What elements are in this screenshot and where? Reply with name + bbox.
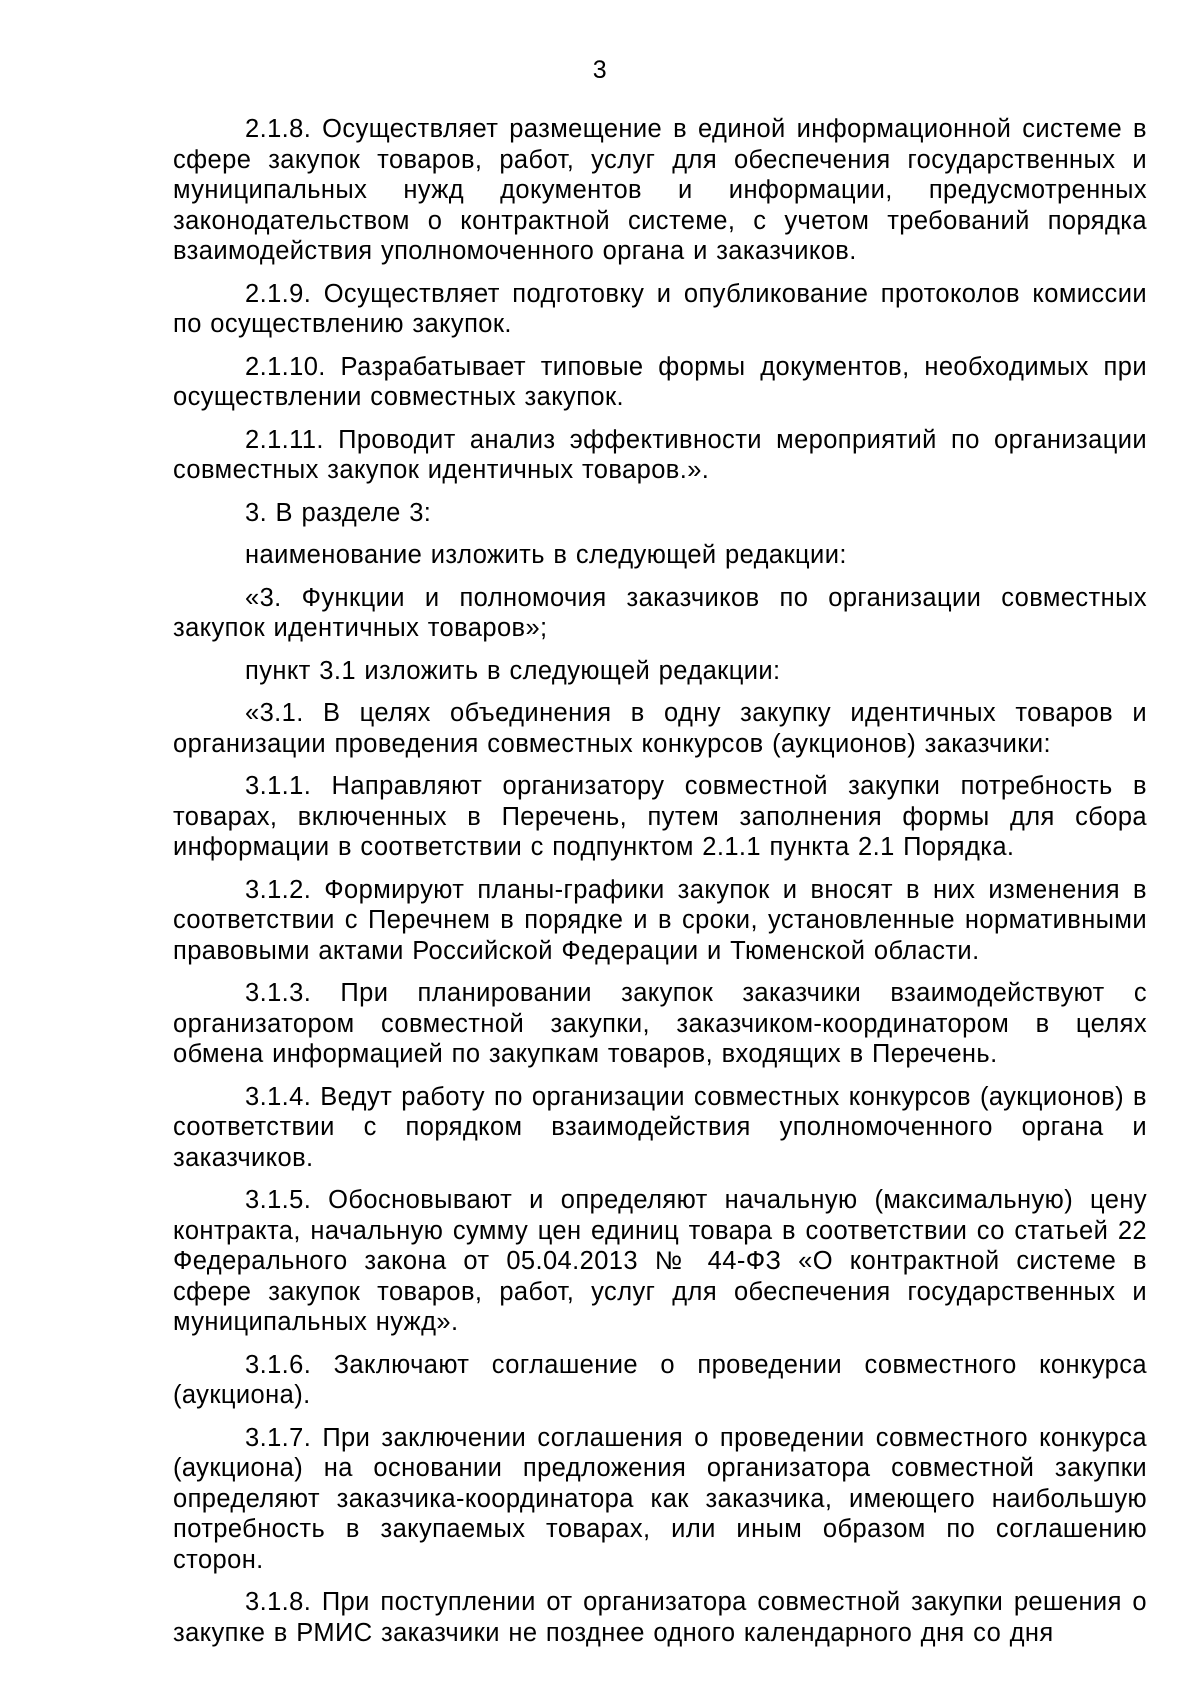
paragraph-3-1-7: 3.1.7. При заключении соглашения о проведении совместного конкурса (аукциона) на основании предложения организатора совместной закупки определяют заказчика-координатора как заказчика, имеющего наибольшую потребность в закупаемых товарах, или иным образом по соглашению сторон.: [173, 1423, 1147, 1574]
paragraph-2-1-10: 2.1.10. Разрабатывает типовые формы документов, необходимых при осуществлении совместных закупок.: [173, 352, 1147, 411]
paragraph-2-1-9: 2.1.9. Осуществляет подготовку и опубликование протоколов комиссии по осуществлению закупок.: [173, 279, 1147, 338]
paragraph-name-edit: наименование изложить в следующей редакции:: [245, 541, 847, 569]
document-body: [173, 114, 1147, 1648]
paragraph-3-1: «3.1. В целях объединения в одну закупку идентичных товаров и организации проведения совместных конкурсов (аукционов) заказчики:: [173, 699, 1147, 758]
page-number: 3: [592, 56, 608, 84]
paragraph-2-1-11: 2.1.11. Проводит анализ эффективности мероприятий по организации совместных закупок идентичных товаров.».: [173, 425, 1147, 484]
paragraph-3-1-6: 3.1.6. Заключают соглашение о проведении совместного конкурса (аукциона).: [173, 1350, 1147, 1409]
paragraph-3-1-2: 3.1.2. Формируют планы-графики закупок и вносят в них изменения в соответствии с Перечнем в порядке и в сроки, установленные нормативными правовыми актами Российской Федерации и Тюменской области.: [173, 875, 1147, 965]
paragraph-3-1-3: 3.1.3. При планировании закупок заказчики взаимодействуют с организатором совместной закупки, заказчиком-координатором в целях обмена информацией по закупкам товаров, входящих в Перечень.: [173, 979, 1147, 1068]
paragraph-section-3-title: «3. Функции и полномочия заказчиков по организации совместных закупок идентичных товаров»;: [173, 583, 1147, 642]
paragraph-2-1-8: 2.1.8. Осуществляет размещение в единой информационной системе в сфере закупок товаров, работ, услуг для обеспечения государственных и муниципальных нужд документов и информации, предусмотренных законодательством о контрактной системе, с учетом требований порядка взаимодействия уполномоченного органа и заказчиков.: [173, 115, 1147, 265]
paragraph-3-1-5: 3.1.5. Обосновывают и определяют начальную (максимальную) цену контракта, начальную сумму цен единиц товара в соответствии со статьей 22 Федерального закона от 05.04.2013 № 44-ФЗ «О контрактной системе в сфере закупок товаров, работ, услуг для обеспечения государственных и муниципальных нужд».: [173, 1186, 1147, 1336]
paragraph-3-1-8: 3.1.8. При поступлении от организатора совместной закупки решения о закупке в РМИС заказчики не позднее одного календарного дня со дня: [173, 1588, 1147, 1647]
paragraph-3-1-1: 3.1.1. Направляют организатору совместной закупки потребность в товарах, включенных в Перечень, путем заполнения формы для сбора информации в соответствии с подпунктом 2.1.1 пункта 2.1 Порядка.: [173, 772, 1147, 861]
paragraph-3-1-4: 3.1.4. Ведут работу по организации совместных конкурсов (аукционов) в соответствии с порядком взаимодействия уполномоченного органа и заказчиков.: [173, 1082, 1147, 1172]
paragraph-item-3-1-edit: пункт 3.1 изложить в следующей редакции:: [245, 656, 781, 685]
paragraph-section-3: 3. В разделе 3:: [245, 498, 432, 527]
